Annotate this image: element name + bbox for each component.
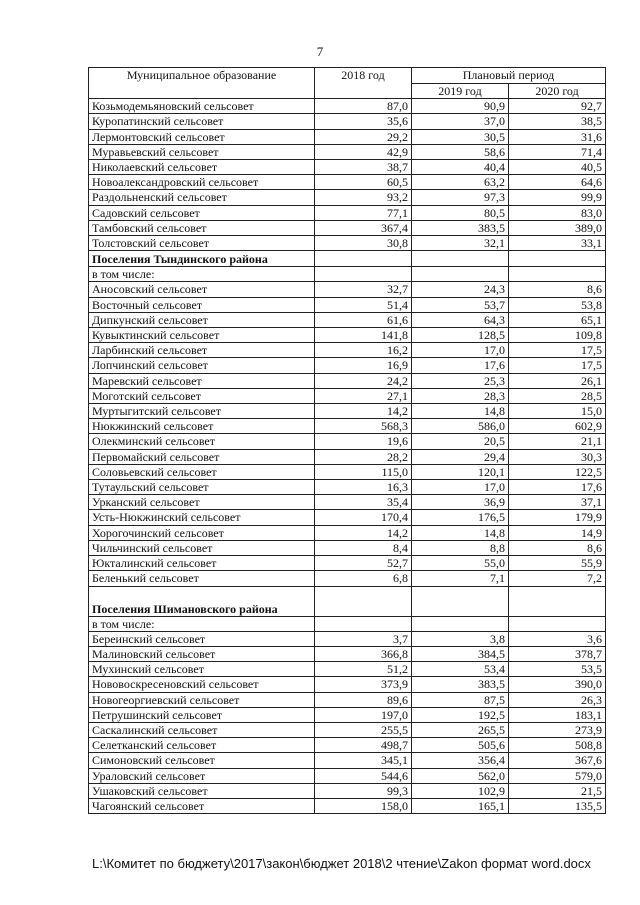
table-row [89, 631, 606, 646]
municipality-name-cell: в том числе: [89, 616, 315, 631]
value-2019-cell: 29,4 [412, 449, 509, 464]
municipality-name-cell: Муртыгитский сельсовет [89, 404, 315, 419]
municipality-name-cell: Дипкунский сельсовет [89, 312, 315, 327]
value-2019-cell: 165,1 [412, 798, 509, 813]
table-row [89, 328, 606, 343]
table-row [89, 144, 606, 159]
municipality-name-cell: Олекминский сельсовет [89, 434, 315, 449]
municipality-name-cell: Чильчинский сельсовет [89, 540, 315, 555]
value-2019-cell: 87,5 [412, 692, 509, 707]
value-2020-cell: 389,0 [509, 220, 606, 235]
table-row [89, 571, 606, 586]
value-2020-cell: 8,6 [509, 540, 606, 555]
value-2019-cell: 176,5 [412, 510, 509, 525]
value-2020-cell: 378,7 [509, 646, 606, 661]
value-2019-cell [412, 267, 509, 282]
value-2019-cell: 384,5 [412, 646, 509, 661]
value-2020-cell: 135,5 [509, 798, 606, 813]
value-2019-cell: 17,0 [412, 343, 509, 358]
value-2020-cell: 83,0 [509, 205, 606, 220]
section-row [89, 251, 606, 267]
table-row [89, 753, 606, 768]
table-row [89, 99, 606, 114]
value-2019-cell: 192,5 [412, 707, 509, 722]
table-row [89, 358, 606, 373]
value-2018-cell: 99,3 [315, 783, 412, 798]
value-2020-cell: 55,9 [509, 556, 606, 571]
value-2020-cell: 33,1 [509, 236, 606, 251]
table-row [89, 190, 606, 205]
value-2018-cell: 544,6 [315, 768, 412, 783]
table-row [89, 160, 606, 175]
municipality-name-cell: Усть-Нюкжинский сельсовет [89, 510, 315, 525]
value-2019-cell: 7,1 [412, 571, 509, 586]
value-2018-cell: 6,8 [315, 571, 412, 586]
value-2020-cell [509, 586, 606, 616]
value-2018-cell: 35,6 [315, 114, 412, 129]
value-2018-cell: 27,1 [315, 388, 412, 403]
value-2020-cell: 579,0 [509, 768, 606, 783]
value-2018-cell: 16,2 [315, 343, 412, 358]
table-row [89, 768, 606, 783]
subheading-row [89, 267, 606, 282]
value-2019-cell [412, 616, 509, 631]
value-2018-cell: 158,0 [315, 798, 412, 813]
value-2020-cell: 37,1 [509, 495, 606, 510]
value-2019-cell: 64,3 [412, 312, 509, 327]
municipality-name-cell: Поселения Шимановского района [89, 586, 315, 616]
value-2018-cell: 14,2 [315, 525, 412, 540]
value-2018-cell: 42,9 [315, 144, 412, 159]
subheading-row [89, 616, 606, 631]
value-2018-cell: 77,1 [315, 205, 412, 220]
value-2018-cell: 255,5 [315, 722, 412, 737]
value-2018-cell: 345,1 [315, 753, 412, 768]
value-2020-cell: 92,7 [509, 99, 606, 114]
value-2019-cell: 20,5 [412, 434, 509, 449]
table-row [89, 525, 606, 540]
table-row [89, 312, 606, 327]
table-row [89, 722, 606, 737]
value-2020-cell: 99,9 [509, 190, 606, 205]
value-2019-cell: 14,8 [412, 404, 509, 419]
municipality-name-cell: Ларбинский сельсовет [89, 343, 315, 358]
municipality-name-cell: Моготский сельсовет [89, 388, 315, 403]
value-2020-cell: 109,8 [509, 328, 606, 343]
value-2018-cell: 367,4 [315, 220, 412, 235]
table-row [89, 556, 606, 571]
table-row [89, 373, 606, 388]
header-2019: 2019 год [412, 84, 509, 99]
value-2018-cell: 24,2 [315, 373, 412, 388]
municipality-name-cell: Раздольненский сельсовет [89, 190, 315, 205]
value-2018-cell: 197,0 [315, 707, 412, 722]
value-2020-cell: 602,9 [509, 419, 606, 434]
value-2020-cell: 8,6 [509, 282, 606, 297]
table-row [89, 419, 606, 434]
value-2020-cell: 26,3 [509, 692, 606, 707]
value-2018-cell: 38,7 [315, 160, 412, 175]
value-2019-cell: 90,9 [412, 99, 509, 114]
table-row [89, 205, 606, 220]
municipality-name-cell: Куропатинский сельсовет [89, 114, 315, 129]
value-2020-cell: 14,9 [509, 525, 606, 540]
municipality-name-cell: Чагоянский сельсовет [89, 798, 315, 813]
municipality-name-cell: Тутаульский сельсовет [89, 480, 315, 495]
municipality-name-cell: Соловьевский сельсовет [89, 464, 315, 479]
value-2020-cell: 3,6 [509, 631, 606, 646]
budget-table [88, 67, 606, 814]
table-row [89, 692, 606, 707]
value-2020-cell: 21,5 [509, 783, 606, 798]
table-row [89, 707, 606, 722]
municipality-name-cell: Поселения Тындинского района [89, 251, 315, 267]
municipality-name-cell: Николаевский сельсовет [89, 160, 315, 175]
value-2018-cell: 16,9 [315, 358, 412, 373]
table-row [89, 495, 606, 510]
table-row [89, 798, 606, 813]
table-row [89, 434, 606, 449]
value-2020-cell: 508,8 [509, 738, 606, 753]
value-2020-cell: 40,5 [509, 160, 606, 175]
municipality-name-cell: Малиновский сельсовет [89, 646, 315, 661]
municipality-name-cell: Аносовский сельсовет [89, 282, 315, 297]
table-row [89, 510, 606, 525]
table-row [89, 343, 606, 358]
municipality-name-cell: Хорогочинский сельсовет [89, 525, 315, 540]
municipality-name-cell: Новогеоргиевский сельсовет [89, 692, 315, 707]
table-row [89, 646, 606, 661]
table-row [89, 129, 606, 144]
value-2018-cell: 60,5 [315, 175, 412, 190]
municipality-name-cell: Юкталинский сельсовет [89, 556, 315, 571]
municipality-name-cell: Ураловский сельсовет [89, 768, 315, 783]
municipality-name-cell: Нововоскресеновский сельсовет [89, 677, 315, 692]
value-2019-cell: 53,7 [412, 297, 509, 312]
municipality-name-cell: Садовский сельсовет [89, 205, 315, 220]
municipality-name-cell: Лопчинский сельсовет [89, 358, 315, 373]
value-2020-cell: 26,1 [509, 373, 606, 388]
municipality-name-cell: Муравьевский сельсовет [89, 144, 315, 159]
value-2018-cell: 30,8 [315, 236, 412, 251]
value-2020-cell [509, 251, 606, 267]
municipality-name-cell: Урканский сельсовет [89, 495, 315, 510]
value-2018-cell: 8,4 [315, 540, 412, 555]
value-2018-cell: 61,6 [315, 312, 412, 327]
value-2019-cell: 28,3 [412, 388, 509, 403]
municipality-name-cell: Нюкжинский сельсовет [89, 419, 315, 434]
municipality-name-cell: Петрушинский сельсовет [89, 707, 315, 722]
value-2020-cell: 65,1 [509, 312, 606, 327]
municipality-name-cell: Лермонтовский сельсовет [89, 129, 315, 144]
municipality-name-cell: Ушаковский сельсовет [89, 783, 315, 798]
value-2018-cell: 498,7 [315, 738, 412, 753]
value-2019-cell: 17,6 [412, 358, 509, 373]
value-2020-cell: 17,6 [509, 480, 606, 495]
value-2019-cell: 55,0 [412, 556, 509, 571]
municipality-name-cell: Толстовский сельсовет [89, 236, 315, 251]
value-2018-cell: 28,2 [315, 449, 412, 464]
value-2019-cell [412, 586, 509, 616]
value-2019-cell: 36,9 [412, 495, 509, 510]
table-row [89, 404, 606, 419]
header-planning-period: Плановый период [412, 68, 606, 84]
value-2019-cell: 356,4 [412, 753, 509, 768]
value-2018-cell: 29,2 [315, 129, 412, 144]
municipality-name-cell: Беленький сельсовет [89, 571, 315, 586]
table-row [89, 449, 606, 464]
value-2019-cell: 53,4 [412, 662, 509, 677]
value-2019-cell: 32,1 [412, 236, 509, 251]
municipality-name-cell: в том числе: [89, 267, 315, 282]
value-2018-cell: 16,3 [315, 480, 412, 495]
table-row [89, 738, 606, 753]
value-2019-cell: 3,8 [412, 631, 509, 646]
value-2020-cell: 17,5 [509, 343, 606, 358]
value-2018-cell: 3,7 [315, 631, 412, 646]
value-2019-cell: 562,0 [412, 768, 509, 783]
value-2018-cell: 373,9 [315, 677, 412, 692]
municipality-name-cell: Мухинский сельсовет [89, 662, 315, 677]
table-row [89, 480, 606, 495]
value-2018-cell: 366,8 [315, 646, 412, 661]
value-2018-cell: 35,4 [315, 495, 412, 510]
value-2019-cell: 30,5 [412, 129, 509, 144]
value-2019-cell: 24,3 [412, 282, 509, 297]
value-2018-cell: 32,7 [315, 282, 412, 297]
value-2018-cell: 89,6 [315, 692, 412, 707]
header-2020: 2020 год [509, 84, 606, 99]
municipality-name-cell: Первомайский сельсовет [89, 449, 315, 464]
table-row [89, 388, 606, 403]
file-path-footer: L:\Комитет по бюджету\2017\закон\бюджет 2018\2 чтение\Zakon формат word.docx [92, 856, 591, 871]
table-row [89, 662, 606, 677]
header-row [89, 68, 606, 84]
value-2019-cell: 383,5 [412, 677, 509, 692]
value-2018-cell: 568,3 [315, 419, 412, 434]
value-2019-cell: 17,0 [412, 480, 509, 495]
value-2020-cell: 38,5 [509, 114, 606, 129]
value-2018-cell: 14,2 [315, 404, 412, 419]
value-2019-cell: 63,2 [412, 175, 509, 190]
table-row [89, 114, 606, 129]
value-2018-cell: 51,2 [315, 662, 412, 677]
value-2020-cell [509, 616, 606, 631]
value-2018-cell: 51,4 [315, 297, 412, 312]
value-2019-cell: 8,8 [412, 540, 509, 555]
value-2020-cell: 122,5 [509, 464, 606, 479]
municipality-name-cell: Симоновский сельсовет [89, 753, 315, 768]
value-2020-cell: 273,9 [509, 722, 606, 737]
value-2018-cell [315, 586, 412, 616]
municipality-name-cell: Тамбовский сельсовет [89, 220, 315, 235]
page-number: 7 [316, 44, 324, 59]
value-2020-cell: 183,1 [509, 707, 606, 722]
municipality-name-cell: Восточный сельсовет [89, 297, 315, 312]
value-2020-cell: 31,6 [509, 129, 606, 144]
value-2020-cell: 53,5 [509, 662, 606, 677]
value-2018-cell: 115,0 [315, 464, 412, 479]
municipality-name-cell: Береинский сельсовет [89, 631, 315, 646]
municipality-name-cell: Кувыктинский сельсовет [89, 328, 315, 343]
municipality-name-cell: Козьмодемьяновский сельсовет [89, 99, 315, 114]
value-2019-cell: 80,5 [412, 205, 509, 220]
value-2020-cell: 367,6 [509, 753, 606, 768]
header-municipality: Муниципальное образование [89, 68, 315, 99]
value-2019-cell: 14,8 [412, 525, 509, 540]
value-2019-cell [412, 251, 509, 267]
value-2019-cell: 128,5 [412, 328, 509, 343]
municipality-name-cell: Саскалинский сельсовет [89, 722, 315, 737]
value-2020-cell: 15,0 [509, 404, 606, 419]
section-row [89, 586, 606, 616]
municipality-name-cell: Селетканский сельсовет [89, 738, 315, 753]
table-row [89, 297, 606, 312]
table-row [89, 282, 606, 297]
value-2018-cell: 19,6 [315, 434, 412, 449]
value-2019-cell: 58,6 [412, 144, 509, 159]
value-2020-cell: 64,6 [509, 175, 606, 190]
value-2018-cell: 141,8 [315, 328, 412, 343]
value-2019-cell: 102,9 [412, 783, 509, 798]
table-row [89, 175, 606, 190]
value-2020-cell: 71,4 [509, 144, 606, 159]
value-2019-cell: 505,6 [412, 738, 509, 753]
table-row [89, 464, 606, 479]
value-2018-cell [315, 616, 412, 631]
table-row [89, 540, 606, 555]
value-2020-cell: 30,3 [509, 449, 606, 464]
value-2020-cell: 7,2 [509, 571, 606, 586]
value-2019-cell: 40,4 [412, 160, 509, 175]
value-2020-cell: 179,9 [509, 510, 606, 525]
municipality-name-cell: Маревский сельсовет [89, 373, 315, 388]
municipality-name-cell: Новоалександровский сельсовет [89, 175, 315, 190]
value-2019-cell: 97,3 [412, 190, 509, 205]
value-2019-cell: 120,1 [412, 464, 509, 479]
value-2020-cell: 17,5 [509, 358, 606, 373]
value-2019-cell: 37,0 [412, 114, 509, 129]
value-2020-cell [509, 267, 606, 282]
value-2018-cell [315, 267, 412, 282]
table-body [89, 99, 606, 814]
value-2020-cell: 53,8 [509, 297, 606, 312]
value-2020-cell: 21,1 [509, 434, 606, 449]
value-2019-cell: 586,0 [412, 419, 509, 434]
value-2019-cell: 383,5 [412, 220, 509, 235]
value-2018-cell: 93,2 [315, 190, 412, 205]
table-row [89, 677, 606, 692]
table-row [89, 783, 606, 798]
value-2019-cell: 25,3 [412, 373, 509, 388]
table-row [89, 220, 606, 235]
value-2018-cell: 87,0 [315, 99, 412, 114]
table-row [89, 236, 606, 251]
value-2020-cell: 390,0 [509, 677, 606, 692]
value-2019-cell: 265,5 [412, 722, 509, 737]
value-2018-cell: 170,4 [315, 510, 412, 525]
value-2020-cell: 28,5 [509, 388, 606, 403]
header-2018: 2018 год [315, 68, 412, 99]
value-2018-cell: 52,7 [315, 556, 412, 571]
value-2018-cell [315, 251, 412, 267]
